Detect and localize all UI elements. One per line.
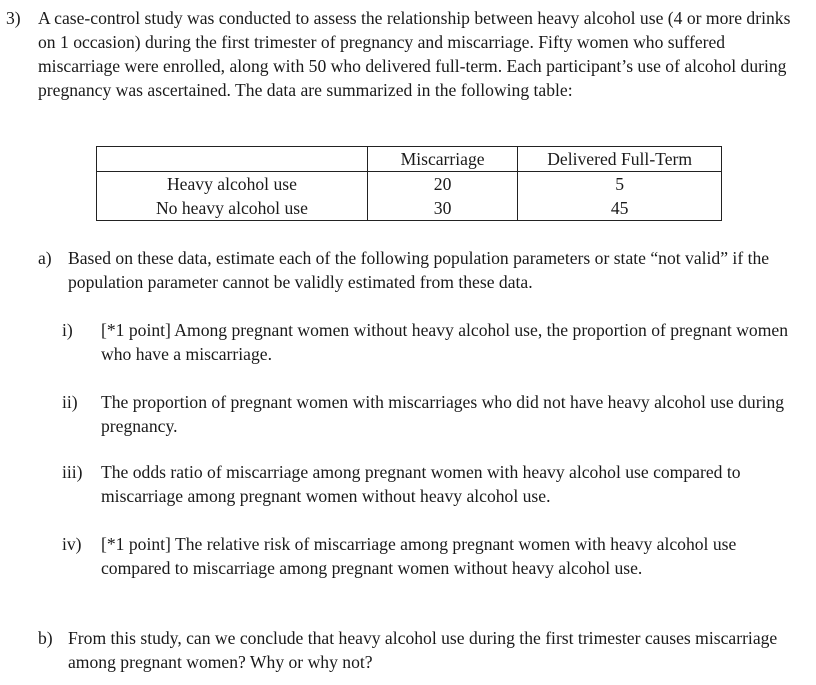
row-label: Heavy alcohol use — [97, 172, 368, 197]
cell-full-term: 45 — [518, 196, 722, 221]
table-header-full-term: Delivered Full-Term — [518, 147, 722, 172]
part-iv-label: iv) — [62, 534, 82, 554]
part-iii-text: The odds ratio of miscarriage among pregnant women with heavy alcohol use compared to miscarriage among pregnant women without heavy alcohol use. — [101, 462, 741, 506]
part-ii-label: ii) — [62, 392, 78, 412]
contingency-table — [96, 146, 722, 221]
cell-miscarriage: 30 — [367, 196, 517, 221]
row-label: No heavy alcohol use — [97, 196, 368, 221]
cell-miscarriage: 20 — [367, 172, 517, 197]
question-intro: A case-control study was conducted to assess the relationship between heavy alcohol use (4 or more drinks on 1 occasion) during the first trimester of pregnancy and miscarriage. Fifty women who suffered miscarriage were enrolled, along with 50 who delivered full-term. Each participant’s use of alcohol during pregnancy was ascertained. The data are summarized in the following table: — [38, 8, 791, 100]
part-i-text: [*1 point] Among pregnant women without heavy alcohol use, the proportion of pregnant women who have a miscarriage. — [101, 320, 788, 364]
part-b-label: b) — [38, 628, 53, 648]
table-row — [97, 196, 722, 221]
part-a-label: a) — [38, 248, 52, 268]
part-i-label: i) — [62, 320, 73, 340]
part-b-text: From this study, can we conclude that heavy alcohol use during the first trimester causes miscarriage among pregnant women? Why or why not? — [68, 628, 778, 672]
question-number: 3) — [6, 8, 21, 28]
part-ii-text: The proportion of pregnant women with miscarriages who did not have heavy alcohol use during pregnancy. — [101, 392, 785, 436]
part-iii-label: iii) — [62, 462, 83, 482]
part-iv-text: [*1 point] The relative risk of miscarriage among pregnant women with heavy alcohol use compared to miscarriage among pregnant women without heavy alcohol use. — [101, 534, 737, 578]
table-header-blank — [97, 147, 368, 172]
table-header-row — [97, 147, 722, 172]
table-header-miscarriage: Miscarriage — [367, 147, 517, 172]
part-a-text: Based on these data, estimate each of the following population parameters or state “not valid” if the population parameter cannot be validly estimated from these data. — [68, 248, 770, 292]
cell-full-term: 5 — [518, 172, 722, 197]
table-row — [97, 172, 722, 197]
